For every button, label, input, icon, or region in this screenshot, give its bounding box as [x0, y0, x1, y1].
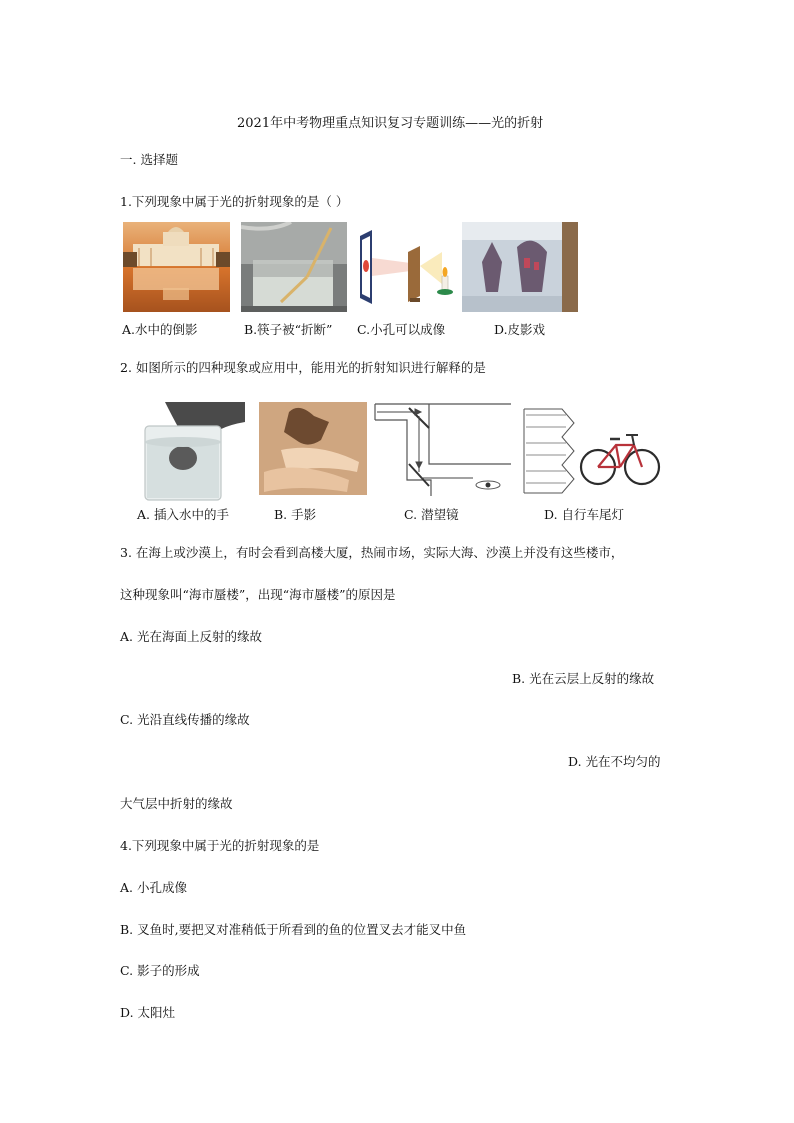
image-pinhole-imaging [356, 222, 461, 312]
image-chopstick-in-water [241, 222, 347, 312]
image-periscope [373, 400, 515, 498]
q3-option-a: A. 光在海面上反射的缘故 [120, 629, 262, 644]
q3-option-d: D. 光在不均匀的 [568, 754, 661, 769]
question-1-stem: 1.下列现象中属于光的折射现象的是（ ） [120, 194, 349, 209]
question-4-stem: 4.下列现象中属于光的折射现象的是 [120, 838, 320, 853]
question-2-stem: 2. 如图所示的四种现象或应用中，能用光的折射知识进行解释的是 [120, 360, 486, 375]
q1-caption-c: C.小孔可以成像 [357, 322, 446, 337]
q2-caption-d: D. 自行车尾灯 [544, 507, 625, 522]
image-bicycle-reflector [522, 405, 665, 498]
q2-caption-a: A. 插入水中的手 [137, 507, 229, 522]
q4-option-a: A. 小孔成像 [120, 880, 187, 895]
image-water-reflection [123, 222, 230, 312]
q1-caption-d: D.皮影戏 [494, 322, 546, 337]
image-shadow-play [462, 222, 578, 312]
q4-option-b: B. 叉鱼时,要把叉对准稍低于所看到的鱼的位置叉去才能叉中鱼 [120, 922, 467, 937]
image-hand-shadow [259, 402, 367, 495]
question-3-stem-line1: 3. 在海上或沙漠上，有时会看到高楼大厦，热闹市场，实际大海、沙漠上并没有这些楼市， [120, 545, 624, 560]
page-title: 2021年中考物理重点知识复习专题训练——光的折射 [237, 116, 544, 131]
q3-option-c: C. 光沿直线传播的缘故 [120, 712, 250, 727]
q3-option-b: B. 光在云层上反射的缘故 [512, 671, 655, 686]
q1-caption-b: B.筷子被“折断” [244, 322, 333, 337]
image-hand-in-water [135, 402, 245, 502]
question-3-stem-line2: 这种现象叫“海市蜃楼”，出现“海市蜃楼”的原因是 [120, 587, 396, 602]
q2-caption-b: B. 手影 [274, 507, 317, 522]
q2-caption-c: C. 潜望镜 [404, 507, 459, 522]
q3-option-d-continued: 大气层中折射的缘故 [120, 796, 233, 811]
q4-option-d: D. 太阳灶 [120, 1005, 176, 1020]
q1-caption-a: A.水中的倒影 [122, 322, 198, 337]
section-heading: 一. 选择题 [120, 152, 178, 167]
q4-option-c: C. 影子的形成 [120, 963, 200, 978]
